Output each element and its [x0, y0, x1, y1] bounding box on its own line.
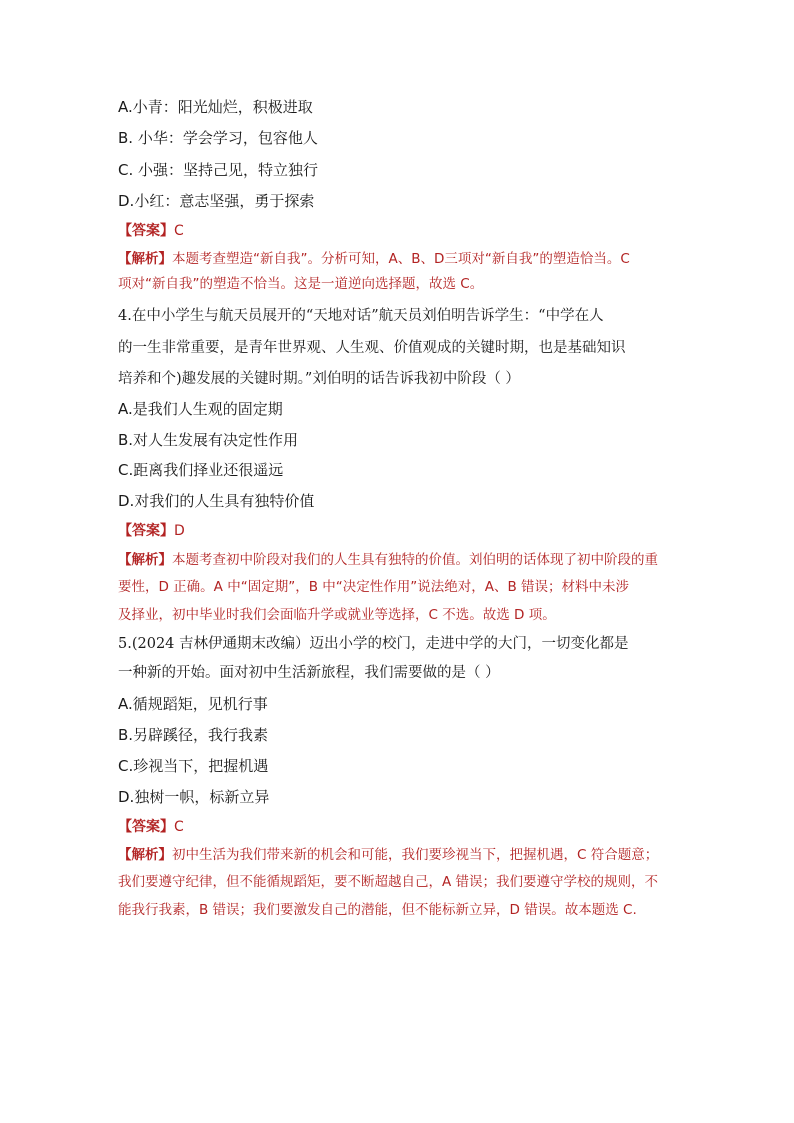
q3-option-d: D.小红：意志坚强，勇于探索 — [118, 192, 315, 210]
q5-stem-line-2: 一种新的开始。面对初中生活新旅程，我们需要做的是（ ） — [118, 665, 500, 681]
explanation-tag: 【解析】 — [118, 552, 172, 568]
q3-answer — [118, 220, 184, 240]
q5-option-b: B.另辟蹊径，我行我素 — [118, 726, 269, 744]
q3-explanation-line-1 — [118, 247, 630, 267]
q4-option-a: A.是我们人生观的固定期 — [118, 400, 283, 418]
q5-explanation-line-1 — [118, 843, 658, 863]
answer-tag: 【答案】 — [118, 523, 174, 539]
q3-option-b: B. 小华：学会学习，包容他人 — [118, 129, 318, 147]
q5-explanation-line-2: 我们要遵守纪律，但不能循规蹈矩，要不断超越自己，A 错误；我们要遵守学校的规则，不 — [118, 874, 659, 890]
q5-stem-line-1: 5.(2024 吉林伊通期末改编）迈出小学的校门，走进中学的大门，一切变化都是 — [118, 636, 629, 652]
q5-answer — [118, 816, 184, 836]
explanation-text: 初中生活为我们带来新的机会和可能，我们要珍视当下，把握机遇，C 符合题意； — [172, 847, 659, 863]
q4-stem-line-3: 培养和个)趣发展的关键时期。”刘伯明的话告诉我初中阶段（ ） — [118, 371, 520, 387]
q5-option-c: C.珍视当下，把握机遇 — [118, 757, 269, 775]
q3-explanation-line-2: 项对“新自我”的塑造不恰当。这是一道逆向选择题，故选 C。 — [118, 276, 484, 292]
q3-option-a: A.小青：阳光灿烂，积极进取 — [118, 98, 313, 116]
q5-option-d: D.独树一帜，标新立异 — [118, 788, 270, 806]
q4-explanation-line-1 — [118, 548, 658, 568]
answer-tag: 【答案】 — [118, 819, 174, 835]
q5-explanation-line-3: 能我行我素，B 错误；我们要激发自己的潜能，但不能标新立异，D 错误。故本题选 C. — [118, 902, 637, 918]
answer-value: C — [174, 819, 184, 835]
answer-value: C — [174, 223, 184, 239]
explanation-tag: 【解析】 — [118, 251, 172, 267]
q4-option-d: D.对我们的人生具有独特价值 — [118, 492, 315, 510]
q4-option-b: B.对人生发展有决定性作用 — [118, 431, 299, 449]
q4-explanation-line-2: 要性，D 正确。A 中“固定期”，B 中“决定性作用”说法绝对，A、B 错误；材料中未涉 — [118, 579, 630, 595]
q4-explanation-line-3: 及择业，初中毕业时我们会面临升学或就业等选择，C 不选。故选 D 项。 — [118, 607, 556, 623]
q4-answer — [118, 520, 185, 540]
q4-stem-line-2: 的一生非常重要，是青年世界观、人生观、价值观成的关键时期，也是基础知识 — [118, 340, 626, 356]
q5-option-a: A.循规蹈矩，见机行事 — [118, 695, 268, 713]
explanation-text: 本题考查塑造“新自我”。分析可知，A、B、D三项对“新自我”的塑造恰当。C — [172, 251, 630, 267]
answer-value: D — [174, 523, 185, 539]
q4-option-c: C.距离我们择业还很遥远 — [118, 461, 284, 479]
explanation-tag: 【解析】 — [118, 847, 172, 863]
explanation-text: 本题考查初中阶段对我们的人生具有独特的价值。刘伯明的话体现了初中阶段的重 — [172, 552, 658, 568]
q3-option-c: C. 小强：坚持己见，特立独行 — [118, 161, 319, 179]
q4-stem-line-1: 4.在中小学生与航天员展开的“天地对话”航天员刘伯明告诉学生：“中学在人 — [118, 308, 604, 324]
answer-tag: 【答案】 — [118, 223, 174, 239]
